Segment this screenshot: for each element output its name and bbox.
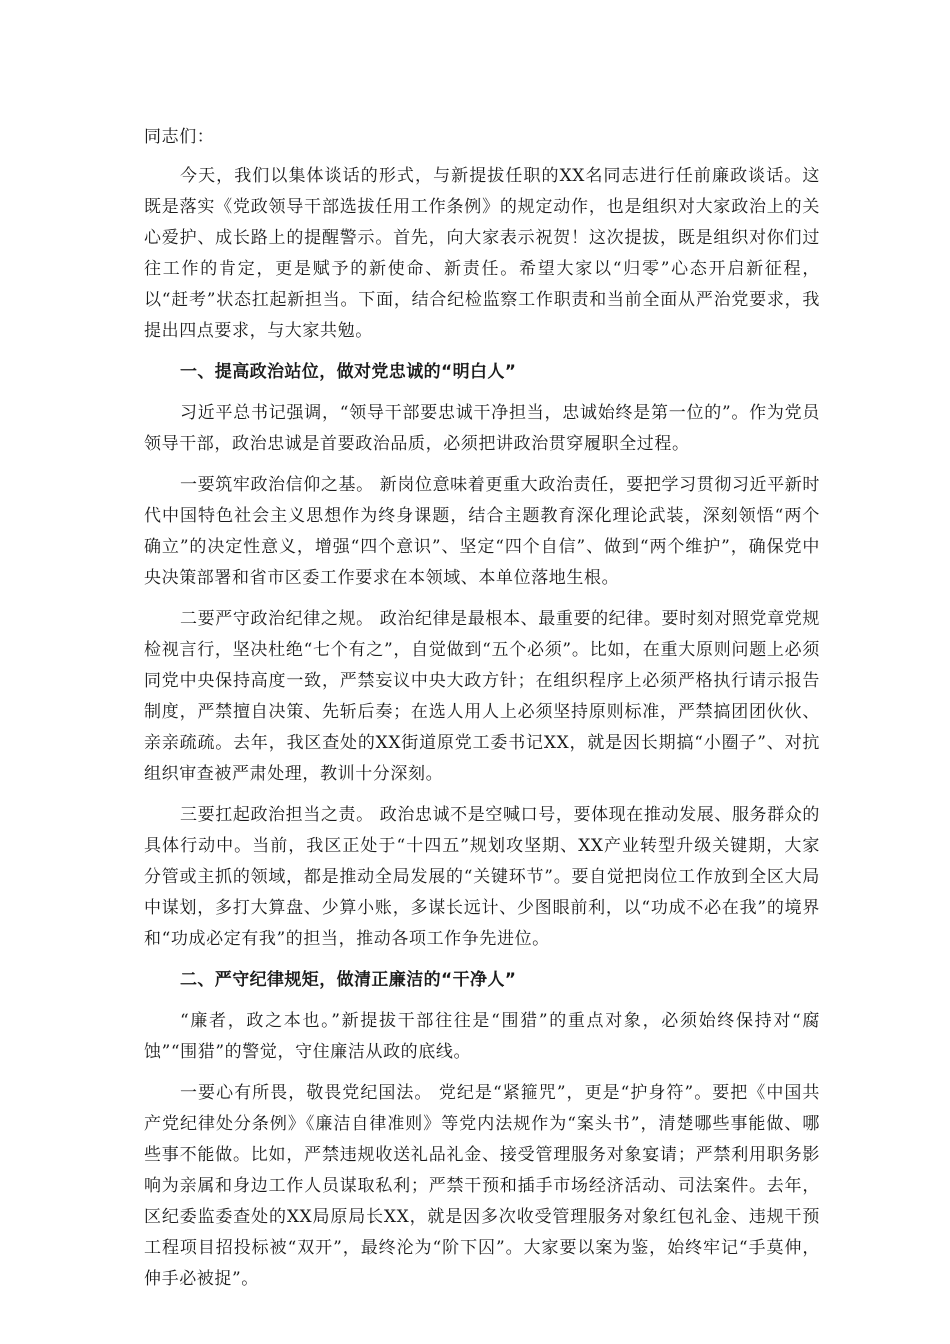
paragraph: 二要严守政治纪律之规。 政治纪律是最根本、最重要的纪律。要时刻对照党章党规检视言行，坚决杜绝“七个有之”，自觉做到“五个必须”。比如，在重大原则问题上必须同党中央保持高度一致，严禁妄议中央大政方针；在组织程序上必须严格执行请示报告制度，严禁擅自决策、先斩后奏；在选人用人上必须坚持原则标准，严禁搞团团伙伙、亲亲疏疏。去年，我区查处的XX街道原党工委书记XX，就是因长期搞“小圈子”、对抗组织审查被严肃处理，教训十分深刻。	[144, 609, 820, 784]
section-heading-2: 二、严守纪律规矩，做清正廉洁的“干净人”	[180, 970, 517, 990]
intro-paragraph: 今天，我们以集体谈话的形式，与新提拔任职的XX名同志进行任前廉政谈话。这既是落实《党政领导干部选拔任用工作条例》的规定动作，也是组织对大家政治上的关心爱护、成长路上的提醒警示。首先，向大家表示祝贺！这次提拔，既是组织对你们过往工作的肯定，更是赋予的新使命、新责任。希望大家以“归零”心态开启新征程，以“赶考”状态扛起新担当。下面，结合纪检监察工作职责和当前全面从严治党要求，我提出四点要求，与大家共勉。	[144, 166, 820, 341]
paragraph: 三要扛起政治担当之责。 政治忠诚不是空喊口号，要体现在推动发展、服务群众的具体行动中。当前，我区正处于“十四五”规划攻坚期、XX产业转型升级关键期，大家分管或主抓的领域，都是推动全局发展的“关键环节”。要自觉把岗位工作放到全区大局中谋划，多打大算盘、少算小账，多谋长远计、少图眼前利，以“功成不必在我”的境界和“功成必定有我”的担当，推动各项工作争先进位。	[144, 805, 820, 949]
salutation: 同志们：	[144, 127, 215, 147]
paragraph: “廉者，政之本也。”新提拔干部往往是“围猎”的重点对象，必须始终保持对“腐蚀”“围猎”的警觉，守住廉洁从政的底线。	[144, 1011, 820, 1062]
paragraph: 习近平总书记强调，“领导干部要忠诚干净担当，忠诚始终是第一位的”。作为党员领导干部，政治忠诚是首要政治品质，必须把讲政治贯穿履职全过程。	[144, 403, 820, 454]
section-heading-1: 一、提高政治站位，做对党忠诚的“明白人”	[180, 362, 517, 382]
paragraph: 一要筑牢政治信仰之基。 新岗位意味着更重大政治责任，要把学习贯彻习近平新时代中国特色社会主义思想作为终身课题，结合主题教育深化理论武装，深刻领悟“两个确立”的决定性意义，增强“四个意识”、坚定“四个自信”、做到“两个维护”，确保党中央决策部署和省市区委工作要求在本领域、本单位落地生根。	[144, 475, 820, 588]
document-body	[144, 122, 820, 1305]
paragraph: 一要心有所畏，敬畏党纪国法。 党纪是“紧箍咒”，更是“护身符”。要把《中国共产党纪律处分条例》《廉洁自律准则》等党内法规作为“案头书”，清楚哪些事能做、哪些事不能做。比如，严禁违规收送礼品礼金、接受管理服务对象宴请；严禁利用职务影响为亲属和身边工作人员谋取私利；严禁干预和插手市场经济活动、司法案件。去年，区纪委监委查处的XX局原局长XX，就是因多次收受管理服务对象红包礼金、违规干预工程项目招投标被“双开”，最终沦为“阶下囚”。大家要以案为鉴，始终牢记“手莫伸，伸手必被捉”。	[144, 1083, 820, 1289]
